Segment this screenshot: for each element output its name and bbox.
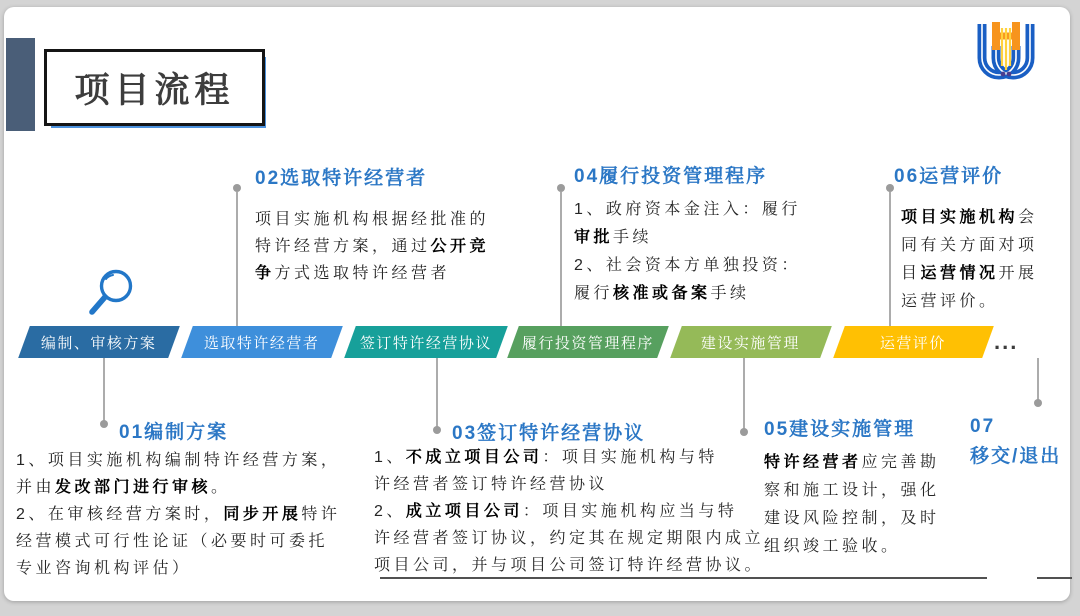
connector-line-06 (889, 192, 891, 326)
connector-line-03 (436, 358, 438, 428)
brand-logo-icon (972, 18, 1040, 96)
ribbon-step-5 (670, 326, 832, 358)
connector-dot-01 (100, 420, 108, 428)
connector-dot-02 (233, 184, 241, 192)
section-07-number: 07 (970, 416, 996, 437)
ribbon-step-6 (833, 326, 994, 358)
ribbon-step-3 (344, 326, 508, 358)
section-06-title: 06运营评价 (894, 166, 1004, 187)
connector-dot-06 (886, 184, 894, 192)
ribbon-step-3-label: 签订特许经营协议 (359, 334, 492, 352)
section-05-body: 特许经营者应完善勘 察和施工设计，强化 建设风险控制，及时 组织竣工验收。 (764, 454, 940, 555)
connector-line-02 (236, 192, 238, 326)
connector-dot-07 (1034, 399, 1042, 407)
section-03-title: 03签订特许经营协议 (452, 423, 646, 444)
section-02-body: 项目实施机构根据经批准的 特许经营方案，通过公开竞 争方式选取特许经营者 (255, 211, 490, 282)
ribbon-ellipsis: ... (994, 329, 1019, 354)
section-03-body: 1、不成立项目公司：项目实施机构与特 许经营者签订特许经营协议 2、成立项目公司：项目实施机构应当与特 许经营者签订协议，约定其在规定期限内成立 项目公司，并与项目公司签订特许经营协议。 (374, 449, 765, 574)
connector-line-04 (560, 192, 562, 326)
ribbon-step-1 (18, 326, 180, 358)
bottom-rule-right (1037, 577, 1072, 579)
ribbon-step-1-label: 编制、审核方案 (41, 334, 157, 352)
section-01-title: 01编制方案 (119, 422, 229, 443)
bottom-rule-main (380, 577, 987, 579)
connector-line-07 (1037, 358, 1039, 401)
ribbon-step-4-label: 履行投资管理程序 (521, 334, 654, 352)
section-02-title: 02选取特许经营者 (255, 168, 428, 189)
section-04-body: 1、政府资本金注入：履行 审批手续 2、社会资本方单独投资： 履行核准或备案手续 (574, 201, 801, 302)
connector-dot-04 (557, 184, 565, 192)
connector-dot-03 (433, 426, 441, 434)
section-06-body: 项目实施机构会 同有关方面对项 目运营情况开展 运营评价。 (901, 209, 1038, 310)
ribbon-step-4 (507, 326, 669, 358)
section-04-title: 04履行投资管理程序 (574, 166, 768, 187)
connector-dot-05 (740, 428, 748, 436)
accent-bar (6, 38, 35, 131)
page-title: 项目流程 (44, 49, 265, 126)
ribbon-step-2 (181, 326, 343, 358)
ribbon-step-2-label: 选取特许经营者 (204, 334, 320, 352)
section-07-title: 移交/退出 (970, 446, 1062, 467)
section-05-title: 05建设实施管理 (764, 419, 916, 440)
magnifier-icon (82, 260, 140, 320)
connector-line-05 (743, 358, 745, 430)
section-01-body: 1、项目实施机构编制特许经营方案， 并由发改部门进行审核。 2、在审核经营方案时，同步开展特许 经营模式可行性论证（必要时可委托 专业咨询机构评估） (16, 452, 341, 577)
ribbon-step-6-label: 运营评价 (880, 334, 947, 352)
connector-line-01 (103, 358, 105, 422)
ribbon-step-5-label: 建设实施管理 (701, 334, 801, 352)
